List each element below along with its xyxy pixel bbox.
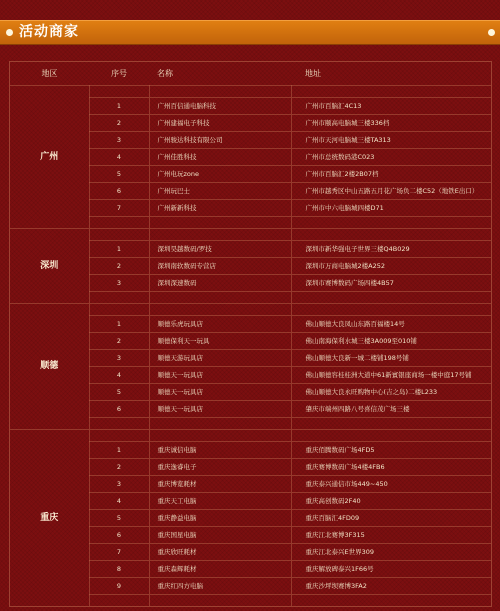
name-cell: 重庆森辉耗材 bbox=[149, 561, 291, 578]
seq-cell: 4 bbox=[89, 149, 149, 166]
header-region: 地区 bbox=[41, 69, 58, 78]
address-cell: 广州市越秀区中山五路五月花广场负二楼C52（地铁E出口） bbox=[291, 183, 491, 200]
address-cell: 重庆江北泰兴E世界309 bbox=[291, 544, 491, 561]
spacer-cell bbox=[149, 430, 291, 442]
address-cell: 广州市颐高电脑城三楼336档 bbox=[291, 115, 491, 132]
seq-cell: 4 bbox=[89, 493, 149, 510]
region-cell: 深圳 bbox=[10, 229, 89, 304]
spacer-cell bbox=[89, 418, 149, 430]
region-cell: 广州 bbox=[10, 86, 89, 229]
name-cell: 顺德天一玩具店 bbox=[149, 401, 291, 418]
section-title: 活动商家 bbox=[19, 24, 79, 40]
merchant-table bbox=[10, 62, 491, 606]
name-cell: 顺德保利天一玩具 bbox=[149, 333, 291, 350]
header-seq: 序号 bbox=[111, 69, 127, 78]
address-cell: 佛山顺德大良永旺购物中心(吉之岛)二楼L233 bbox=[291, 384, 491, 401]
spacer-cell bbox=[89, 229, 149, 241]
name-cell: 广州建福电子科技 bbox=[149, 115, 291, 132]
name-cell: 重庆红四方电脑 bbox=[149, 578, 291, 595]
address-cell: 佛山南海保利水城三楼3A009至010铺 bbox=[291, 333, 491, 350]
address-cell: 广州市百脑汇2楼2B07档 bbox=[291, 166, 491, 183]
merchant-table-container bbox=[9, 61, 492, 607]
name-cell: 重庆逸睿电子 bbox=[149, 459, 291, 476]
address-cell: 深圳市万商电脑城2楼A252 bbox=[291, 258, 491, 275]
seq-cell: 2 bbox=[89, 459, 149, 476]
spacer-cell bbox=[291, 430, 491, 442]
name-cell: 广州骏达科技有限公司 bbox=[149, 132, 291, 149]
table-body bbox=[10, 86, 491, 607]
spacer-cell bbox=[89, 304, 149, 316]
group-spacer-row bbox=[10, 430, 491, 442]
name-cell: 广州新新科技 bbox=[149, 200, 291, 217]
spacer-cell bbox=[89, 217, 149, 229]
section-banner bbox=[0, 20, 500, 45]
name-cell: 广州百信通电脑科技 bbox=[149, 98, 291, 115]
address-cell: 佛山顺德大良新一城二楼铺198号铺 bbox=[291, 350, 491, 367]
name-cell: 深圳南软数码专营店 bbox=[149, 258, 291, 275]
name-cell: 广州玩巴士 bbox=[149, 183, 291, 200]
address-cell: 广州市总统数码港C023 bbox=[291, 149, 491, 166]
seq-cell: 1 bbox=[89, 98, 149, 115]
spacer-cell bbox=[89, 86, 149, 98]
seq-cell: 1 bbox=[89, 241, 149, 258]
name-cell: 重庆欣旺耗材 bbox=[149, 544, 291, 561]
group-spacer-row bbox=[10, 229, 491, 241]
spacer-cell bbox=[149, 418, 291, 430]
spacer-cell bbox=[291, 292, 491, 304]
address-cell: 肇庆市端州四路八号喜信茂广场三楼 bbox=[291, 401, 491, 418]
spacer-cell bbox=[291, 595, 491, 607]
header-address: 地址 bbox=[305, 69, 321, 78]
region-cell: 顺德 bbox=[10, 304, 89, 430]
address-cell: 深圳市新华强电子世界三楼Q4B029 bbox=[291, 241, 491, 258]
spacer-cell bbox=[291, 217, 491, 229]
spacer-cell bbox=[149, 304, 291, 316]
name-cell: 顺德天一玩具店 bbox=[149, 384, 291, 401]
spacer-cell bbox=[149, 292, 291, 304]
seq-cell: 6 bbox=[89, 401, 149, 418]
seq-cell: 9 bbox=[89, 578, 149, 595]
spacer-cell bbox=[89, 430, 149, 442]
address-cell: 重庆江北赛博3F315 bbox=[291, 527, 491, 544]
seq-cell: 6 bbox=[89, 527, 149, 544]
seq-cell: 5 bbox=[89, 166, 149, 183]
name-cell: 顺德天一玩具店 bbox=[149, 367, 291, 384]
name-cell: 顺德乐虎玩具店 bbox=[149, 316, 291, 333]
seq-cell: 2 bbox=[89, 115, 149, 132]
address-cell: 重庆沙坪坝赛博3FA2 bbox=[291, 578, 491, 595]
address-cell: 重庆佰腾数码广场4FD5 bbox=[291, 442, 491, 459]
address-cell: 重庆泰兴通信市场449~450 bbox=[291, 476, 491, 493]
seq-cell: 5 bbox=[89, 510, 149, 527]
spacer-cell bbox=[149, 229, 291, 241]
header-name: 名称 bbox=[157, 69, 173, 78]
seq-cell: 8 bbox=[89, 561, 149, 578]
seq-cell: 6 bbox=[89, 183, 149, 200]
seq-cell: 1 bbox=[89, 442, 149, 459]
address-cell: 佛山顺德大良凤山东路百福楼14号 bbox=[291, 316, 491, 333]
spacer-cell bbox=[89, 292, 149, 304]
address-cell: 广州市天河电脑城三楼TA313 bbox=[291, 132, 491, 149]
seq-cell: 2 bbox=[89, 333, 149, 350]
address-cell: 重庆赛博数码广场4楼4FB6 bbox=[291, 459, 491, 476]
region-cell: 重庆 bbox=[10, 430, 89, 607]
name-cell: 重庆国星电脑 bbox=[149, 527, 291, 544]
address-cell: 广州市百脑汇4C13 bbox=[291, 98, 491, 115]
seq-cell: 2 bbox=[89, 258, 149, 275]
bullet-icon bbox=[6, 29, 13, 36]
spacer-cell bbox=[149, 217, 291, 229]
address-cell: 广州市中六电脑城四楼D71 bbox=[291, 200, 491, 217]
spacer-cell bbox=[89, 595, 149, 607]
name-cell: 深圳昊越数码/罗技 bbox=[149, 241, 291, 258]
name-cell: 重庆诚信电脑 bbox=[149, 442, 291, 459]
seq-cell: 7 bbox=[89, 544, 149, 561]
address-cell: 重庆解放碑泰兴1F66号 bbox=[291, 561, 491, 578]
spacer-cell bbox=[291, 418, 491, 430]
seq-cell: 3 bbox=[89, 132, 149, 149]
group-spacer-row bbox=[10, 304, 491, 316]
seq-cell: 4 bbox=[89, 367, 149, 384]
address-cell: 佛山顺德容桂桂洲大道中61新賓银座商场一楼中庭17号铺 bbox=[291, 367, 491, 384]
spacer-cell bbox=[291, 304, 491, 316]
spacer-cell bbox=[149, 86, 291, 98]
seq-cell: 3 bbox=[89, 350, 149, 367]
name-cell: 重庆天工电脑 bbox=[149, 493, 291, 510]
name-cell: 广州电玩zone bbox=[149, 166, 291, 183]
name-cell: 广州佳胜科技 bbox=[149, 149, 291, 166]
bullet-icon bbox=[488, 29, 495, 36]
address-cell: 重庆百脑汇4FD09 bbox=[291, 510, 491, 527]
address-cell: 重庆高创数码2F40 bbox=[291, 493, 491, 510]
name-cell: 重庆静益电脑 bbox=[149, 510, 291, 527]
name-cell: 重庆博览耗材 bbox=[149, 476, 291, 493]
address-cell: 深圳市赛博数码广场四楼4B57 bbox=[291, 275, 491, 292]
spacer-cell bbox=[291, 229, 491, 241]
group-spacer-row bbox=[10, 86, 491, 98]
spacer-cell bbox=[149, 595, 291, 607]
table-header-row bbox=[10, 62, 491, 86]
seq-cell: 5 bbox=[89, 384, 149, 401]
name-cell: 顺德天游玩具店 bbox=[149, 350, 291, 367]
seq-cell: 7 bbox=[89, 200, 149, 217]
name-cell: 深圳深速数码 bbox=[149, 275, 291, 292]
spacer-cell bbox=[291, 86, 491, 98]
seq-cell: 1 bbox=[89, 316, 149, 333]
seq-cell: 3 bbox=[89, 476, 149, 493]
seq-cell: 3 bbox=[89, 275, 149, 292]
